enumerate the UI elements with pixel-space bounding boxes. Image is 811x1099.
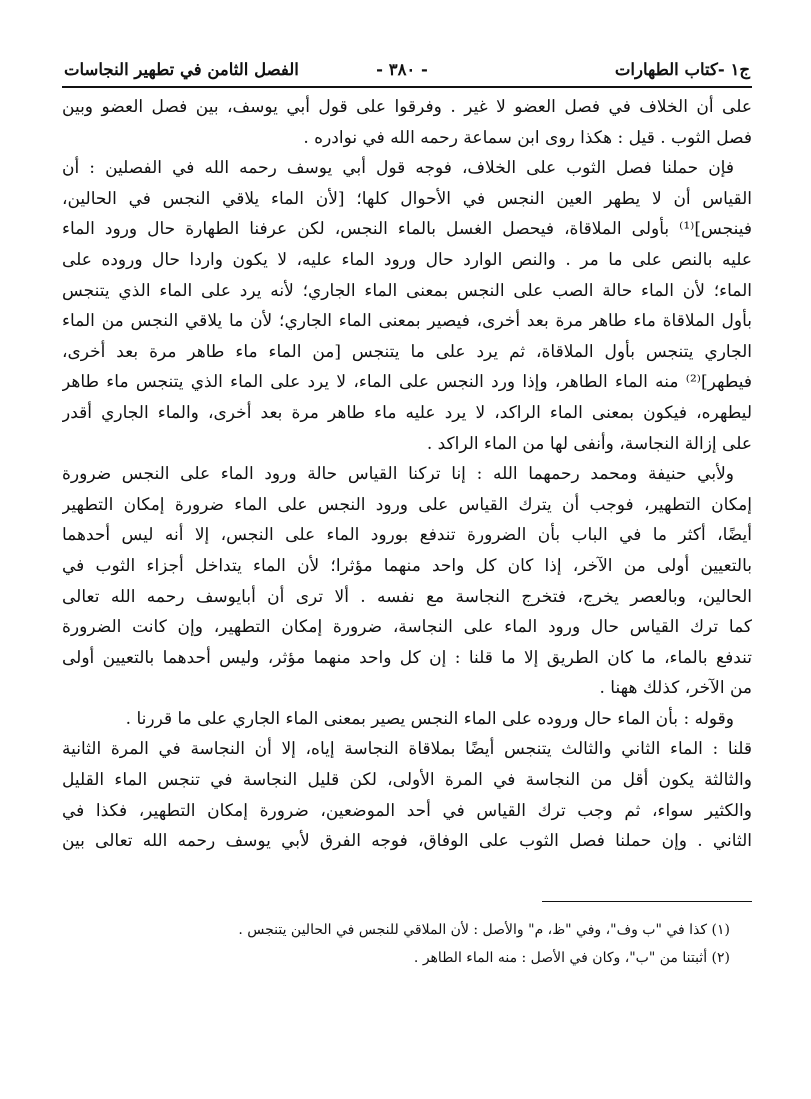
text-line: الحالين، وبالعصر يخرج، فتخرج النجاسة مع نفسه . ألا ترى أن أبايوسف رحمه الله تعالى	[62, 586, 752, 607]
text-line: والكثير سواء، ثم وجب ترك القياس في أحد الموضعين، ضرورة إمكان التطهير، فكذا في	[62, 800, 752, 821]
text-line: بأول الملاقاة ماء طاهر مرة بعد أخرى، فيصير بمعنى الماء الجاري؛ لأن ما يلاقي النجس من الماء	[62, 311, 752, 332]
footnote-rule	[542, 901, 752, 902]
page-number: - ٣٨٠ -	[376, 60, 428, 79]
text-line: ليطهره، فيكون بمعنى الماء الراكد، لا يرد عليه ماء طاهر مرة بعد أخرى، والماء الجاري أقدر	[62, 402, 752, 423]
running-header	[62, 56, 752, 84]
volume-book-label: ج١ -كتاب الطهارات	[614, 60, 750, 79]
text-line: تندفع بالماء، ما كان الطريق إلا ما قلنا : إن كل واحد منهما مؤثر، وليس أحدهما بالتعيين أولى	[62, 647, 752, 668]
text-line: فصل الثوب . قيل : هكذا روى ابن سماعة رحمه الله في نوادره .	[303, 127, 752, 148]
text-line: الماء؛ لأن الماء حالة الصب على النجس بمعنى الماء الجاري؛ لأنه يرد على الماء الذي يتنجس	[62, 280, 752, 301]
text-line: فينجس]⁽¹⁾ بأولى الملاقاة، فيحصل الغسل بالماء النجس، لكن عرفنا الطهارة حال ورود الماء	[62, 219, 752, 240]
footnote-2: (٢) أثبتنا من "ب"، وكان في الأصل : منه الماء الطاهر .	[413, 950, 730, 966]
chapter-title: الفصل الثامن في تطهير النجاسات	[64, 60, 299, 79]
text-line: كما ترك القياس حال ورود الماء على النجاسة، ضرورة إمكان التطهير، وإن كانت الضرورة	[62, 617, 752, 638]
document-page	[62, 56, 752, 1086]
text-line: إمكان التطهير، فوجب أن يترك القياس على ورود النجس على الماء ضرورة إمكان التطهير	[62, 494, 752, 515]
text-line: القياس أن لا يطهر العين النجس في الأحوال كلها؛ [لأن الماء يلاقي النجس في الحالين،	[62, 188, 752, 209]
main-text	[62, 92, 752, 857]
text-line: قلنا : الماء الثاني والثالث يتنجس أيضًا بملاقاة النجاسة إياه، إلا أن النجاسة في المرة الثانية	[62, 739, 752, 760]
text-line: الثاني . وإن حملنا فصل الثوب على الوفاق، فوجه الفرق لأبي يوسف رحمه الله تعالى بين	[62, 831, 752, 852]
text-line: والثالثة يكون أقل من النجاسة في المرة الأولى، لكن قليل النجاسة في تنجس الماء القليل	[62, 770, 752, 791]
footnote-1: (١) كذا في "ب وف"، وفي "ظ، م" والأصل : لأن الملاقي للنجس في الحالين يتنجس .	[238, 922, 730, 938]
text-line: فيطهر]⁽²⁾ منه الماء الطاهر، وإذا ورد النجس على الماء، لا يرد على الماء الذي يتنجس ماء طاهر	[62, 372, 752, 393]
text-line: فإن حملنا فصل الثوب على الخلاف، فوجه قول أبي يوسف رحمه الله في الفصلين : أن	[62, 158, 734, 179]
text-line: من الآخر، كذلك ههنا .	[599, 678, 752, 699]
text-line: على أن الخلاف في فصل العضو لا غير . وفرقوا على قول أبي يوسف، بين فصل العضو وبين	[62, 97, 752, 117]
footnotes	[62, 916, 752, 972]
header-rule	[62, 86, 752, 88]
text-line: على إزالة النجاسة، وأنفى لها من الماء الراكد .	[426, 433, 752, 454]
text-line: الجاري يتنجس بأول الملاقاة، ثم يرد على ما يتنجس [من الماء ماء طاهر مرة بعد أخرى،	[62, 341, 752, 362]
text-line: أيضًا، أكثر ما في الباب بأن الضرورة تندفع بورود الماء على النجس، إلا أنه ليس أحدهما	[62, 525, 752, 546]
text-line: وقوله : بأن الماء حال وروده على الماء النجس يصير بمعنى الماء الجاري على ما قررنا .	[125, 708, 734, 729]
text-line: بالتعيين أولى من الآخر، إذا كان كل واحد منهما مؤثرا؛ لأن الماء يتداخل أجزاء الثوب في	[62, 555, 752, 576]
text-line: ولأبي حنيفة ومحمد رحمهما الله : إنا تركنا القياس حالة ورود الماء على النجس ضرورة	[62, 464, 734, 485]
text-line: عليه بالنص على ما مر . والنص الوارد حال ورود الماء عليه، لا يكون واردا حال وروده على	[62, 249, 752, 270]
